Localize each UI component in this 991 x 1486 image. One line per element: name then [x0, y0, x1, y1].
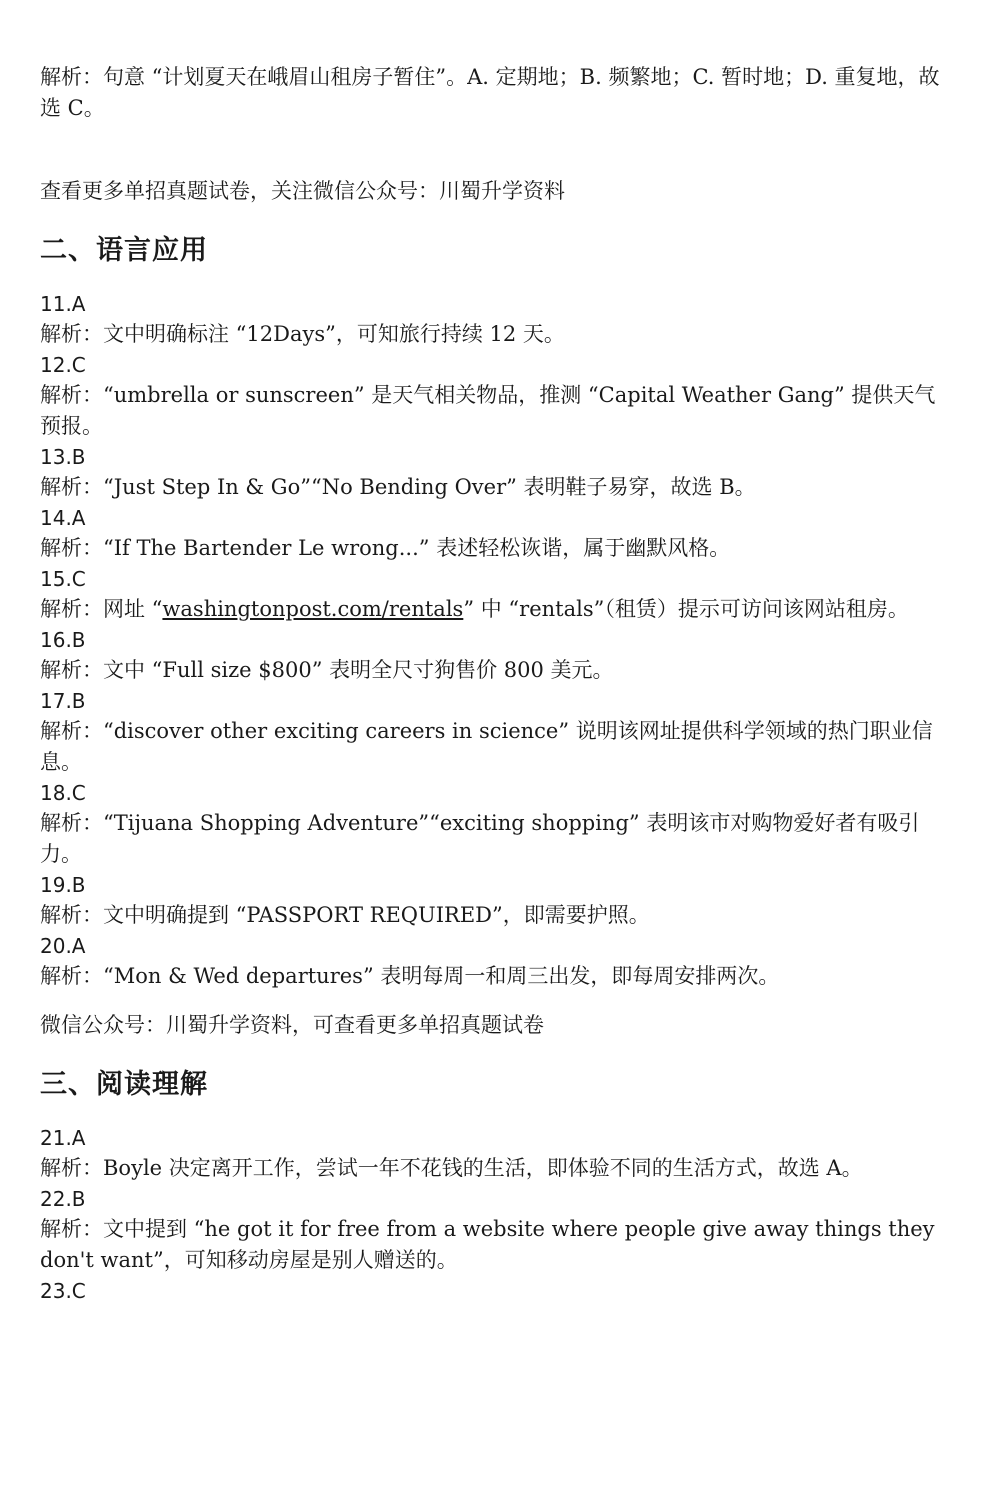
answer-number: 22.B [40, 1187, 86, 1211]
answer-analysis: 解析：文中明确标注 “12Days”，可知旅行持续 12 天。 [40, 322, 565, 346]
document-page [40, 62, 940, 1306]
spacer [40, 271, 940, 289]
answer-analysis: 解析：文中提到 “he got it for free from a website where people give away things they don't want”，可知移动房屋是别人赠送的。 [40, 1217, 935, 1272]
answer-analysis: 解析：文中 “Full size $800” 表明全尺寸狗售价 800 美元。 [40, 658, 614, 682]
answer-number: 18.C [40, 781, 86, 805]
answer-number: 21.A [40, 1126, 86, 1150]
rentals-url-link[interactable]: washingtonpost.com/rentals [162, 597, 464, 621]
answer-number: 23.C [40, 1279, 86, 1303]
answer-analysis [40, 594, 940, 625]
spacer [40, 207, 940, 231]
answer-analysis: 解析：“discover other exciting careers in science” 说明该网址提供科学领域的热门职业信息。 [40, 719, 933, 774]
answer-number: 20.A [40, 934, 86, 958]
answer-analysis: 解析：“Just Step In & Go”“No Bending Over” 表明鞋子易穿，故选 B。 [40, 475, 756, 499]
spacer [40, 992, 940, 1010]
answer-number: 13.B [40, 445, 86, 469]
answer-number: 12.C [40, 353, 86, 377]
answer-analysis: 解析：Boyle 决定离开工作，尝试一年不花钱的生活，即体验不同的生活方式，故选 A。 [40, 1156, 863, 1180]
analysis-text: ” 中 “rentals”（租赁）提示可访问该网站租房。 [463, 597, 909, 621]
answer-analysis: 解析：“If The Bartender Le wrong...” 表述轻松诙谐，属于幽默风格。 [40, 536, 731, 560]
answer-number: 17.B [40, 689, 86, 713]
spacer [40, 124, 940, 176]
promo-note-top: 查看更多单招真题试卷，关注微信公众号：川蜀升学资料 [40, 179, 565, 203]
answer-list-language-use [40, 289, 940, 992]
analysis-text: 解析：网址 “ [40, 597, 163, 621]
spacer [40, 1041, 940, 1065]
answer-number: 19.B [40, 873, 86, 897]
answer-number: 16.B [40, 628, 86, 652]
section-heading-language-use: 二、语言应用 [40, 235, 208, 266]
section-heading-reading-comprehension: 三、阅读理解 [40, 1069, 208, 1100]
answer-number: 14.A [40, 506, 86, 530]
answer-number: 11.A [40, 292, 86, 316]
answer-analysis: 解析：“Mon & Wed departures” 表明每周一和周三出发，即每周安排两次。 [40, 964, 780, 988]
answer-analysis: 解析：“umbrella or sunscreen” 是天气相关物品，推测 “Capital Weather Gang” 提供天气预报。 [40, 383, 936, 438]
spacer [40, 1105, 940, 1123]
answer-number: 15.C [40, 567, 86, 591]
intro-analysis: 解析：句意 “计划夏天在峨眉山租房子暂住”。A. 定期地；B. 频繁地；C. 暂时地；D. 重复地，故选 C。 [40, 65, 940, 120]
answer-analysis: 解析：“Tijuana Shopping Adventure”“exciting shopping” 表明该市对购物爱好者有吸引力。 [40, 811, 920, 866]
promo-note-bottom: 微信公众号：川蜀升学资料，可查看更多单招真题试卷 [40, 1013, 544, 1037]
answer-analysis: 解析：文中明确提到 “PASSPORT REQUIRED”，即需要护照。 [40, 903, 650, 927]
answer-list-reading [40, 1123, 940, 1306]
